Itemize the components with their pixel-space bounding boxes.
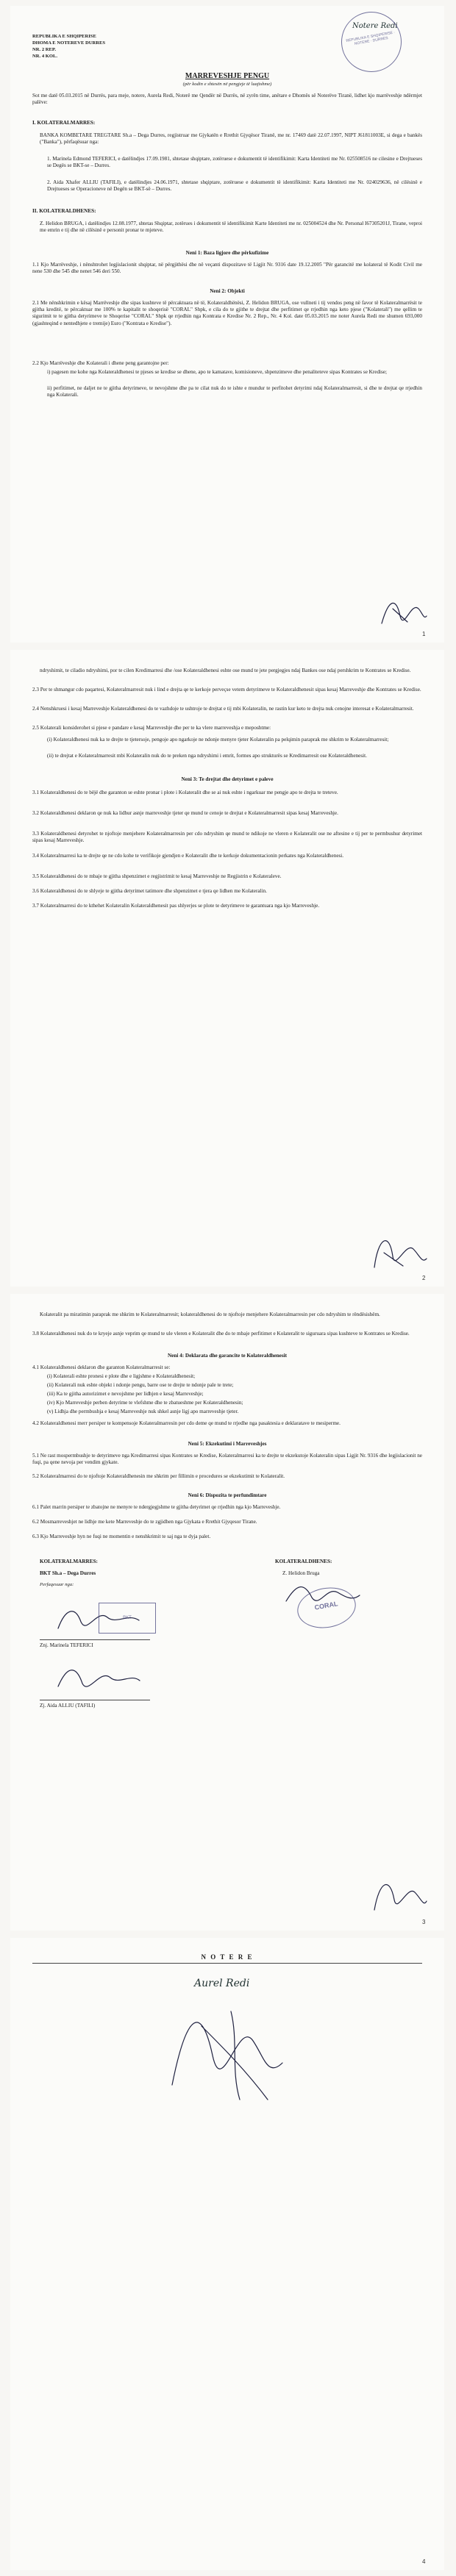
document-page-3	[10, 1294, 444, 1931]
article-2-3: 2.3 Per te shmangur cdo paqartesi, Kolateralmarresit nuk i lind e drejta qe te kerkoje perveçse vetem detyrimeve te Kolateraldhenesit sipas kesaj Marreveshje dhe Kontrates se Kredise.	[32, 687, 421, 693]
article-4-1-i: (i) Kolaterali eshte pronesi e plote dhe e ligjshme e Kolateraldhenesit;	[47, 1373, 196, 1379]
notary-signature	[157, 1997, 304, 2107]
pledgee-signature-heading: KOLATERALMARRES:	[40, 1559, 98, 1564]
article-3-5: 3.5 Kolateraldhenesi do te mbaje te gjitha shpenzimet e regjistrimit te kesaj Marreveshje ne Regjistrin e Kolateraleve.	[32, 873, 282, 879]
article-2-5-ii: (ii) te drejtat e Kolateralmarresit mbi Kolateralin nuk do te preken nga ndryshimi i emrit, formes apo strukturës se Kredimarresit ose Kolateraldhenesit.	[47, 753, 367, 759]
article-1-1: 1.1 Kjo Marrëveshje, i nënshtrohet legjislacionit shqiptar, në përgjithësi dhe në veçanti dispozitave të Ligjit Nr. 9316 date 19.12.2005 "Për garancitë me kolateral të Kodit Civil me nene 530 dhe 545 dhe nenet 546 deri 550.	[32, 262, 422, 275]
page-2-continuation: ndryshimit, te ciladio ndryshimi, por te cilen Kredimarresi dhe /ose Kolateraldhenesi eshte ose mund te jete pergjegjes ndaj Bankes ose ndaj pershkrim te Kontrates se Kredise.	[40, 668, 411, 673]
article-2-1: 2.1 Me nënshkrimin e kësaj Marrëveshje dhe sipas kushteve të përcaktuara në të, Kolateraldhënësi, Z. Helidon BRUGA, ose vullneti i tij vendos peng në favor të Kolateralmarrësit te gjitha kreditë, te përcaktuar me 100% te kapitalit te shoqerisë "CORAL" Shpk, e cila do te gjithe te drejtat dhe perfitimet qe rrjedhin nga keto pjese ("Kolaterali") me qellim te sigurimit te te gjitha detyrimeve te Shoqerise "CORAL" Shpk qe rrjedhin nga Kontrata e Kredise Nr. 2 Rep., Nr. 4 Kol. date 05.03.2015 me noter Aurela Redi me shumen 693,000 (gjashteqind e nentedhjete e tremije) Euro ("Kontrata e Kredise").	[32, 300, 422, 326]
signatory-alliu: Zj. Aida ALLIU (TAFILI)	[40, 1703, 96, 1709]
notary-title-rule	[32, 1963, 422, 1964]
article-1-title: Neni 1: Baza ligjore dhe përkufizime	[185, 250, 269, 256]
article-4-1-iv: (iv) Kjo Marreveshje perben detyrime te vlefshme dhe te zbatueshme per Kolateraldhenesin;	[47, 1400, 243, 1406]
notary-section-title: N O T E R E	[201, 1953, 254, 1961]
representative-2: 2. Aida Xhafer ALLIU (TAFILI), e datëlindjes 24.06.1971, shtetase shqiptare, zotëruese e dokumentit të identifikimit: Karta Identiteti me Nr. 024029636, në cilësinë e Drejtueses se Operacioneve në Degën se BKT-së – Durres.	[47, 179, 422, 193]
article-5-2: 5.2 Kolateralmarresi do te njoftoje Kolateraldhenesin me shkrim per fillimin e procedures se ekzekutimit te Kolateralit.	[32, 1473, 285, 1479]
document-page-4	[10, 1938, 444, 2570]
coral-company-stamp: CORAL	[294, 1583, 359, 1632]
page-number-3: 3	[422, 1919, 426, 1925]
article-2-2: 2.2 Kjo Marrëveshje dhe Kolaterali i dhene peng garantojne per:	[32, 360, 169, 366]
article-6-3: 6.3 Kjo Marreveshje hyn ne fuqi ne momentin e nenshkrimit te saj nga te dyja palet.	[32, 1534, 211, 1539]
page-3-continuation: Kolateralit pa miratimin paraprak me shkrim te Kolateralmarresit; kolateraldhenesi do te njoftoje menjehere Kolateralmarresin per cdo ndryshim te rëndësishëm.	[40, 1312, 380, 1317]
article-5-title: Neni 5: Ekzekutimi i Marreveshjes	[188, 1441, 267, 1447]
article-3-3: 3.3 Kolateraldhenesi detyrohet te njoftoje menjehere Kolateralmarresin per cdo ndryshim qe mund te ndikoje ne vleren e Kolateralit ose ne aftesine e tij per te permbushur detyrimet sipas kesaj Marreveshje.	[32, 831, 422, 844]
article-4-1-iii: (iii) Ka te gjitha autorizimet e nevojshme per lidhjen e kesaj Marreveshje;	[47, 1391, 204, 1397]
article-4-1-ii: (ii) Kolaterali nuk eshte objekt i ndonje pengu, barre ose te drejte te ndonje pale te trete;	[47, 1382, 234, 1388]
article-3-8: 3.8 Kolateraldhenesi nuk do te kryeje asnje veprim qe mund te ule vleren e Kolateralit dhe do te mbaje perfitimet e Kolateralit te siguruara sipas kushteve te Kontrates se Kredise.	[32, 1331, 410, 1337]
article-3-7: 3.7 Kolateralmarresi do te kthehet Kolateralin Kolateraldhenesit pas shlyerjes se plote te detyrimeve te garantuara nga kjo Marreveshje.	[32, 903, 320, 909]
header-rep-number: NR. 2 REP.	[32, 47, 56, 52]
representative-1: 1. Marinela Edmond TEFERICI, e datëlindjes 17.09.1981, shtetase shqiptare, zotëruese e dokumentit të identifikimit: Karta Identiteti me Nr. 025508516 ne cilesine e Drejtueses se Degës se BKT-se – Durres.	[47, 156, 422, 169]
article-3-4: 3.4 Kolateralmarresi ka te drejte qe ne cdo kohe te verifikoje gjendjen e Kolateralit dhe te kerkoje dokumentacionin perkates nga Kolateraldhenesi.	[32, 853, 344, 859]
pledgee-represented-by: Perfaqesuar nga:	[40, 1582, 74, 1587]
article-4-title: Neni 4: Deklarata dhe garancite te Kolateraldhenesit	[167, 1353, 288, 1359]
page-number-4: 4	[422, 2558, 426, 2565]
article-3-6: 3.6 Kolateraldhenesi do te shlyeje te gjitha detyrimet tatimore dhe shpenzimet e tjera qe lidhen me Kolateralin.	[32, 888, 267, 894]
page-2-initials-signature	[371, 1231, 430, 1275]
page-3-initials-signature	[371, 1875, 430, 1919]
intro-paragraph: Sot me datë 05.03.2015 në Durrës, para meje, notere, Aurela Redi, Noterë me Qendër në Durrës, në zyrën time, anëtare e Dhomës së Noterëve Tiranë, lidhet kjo marrëveshje ndërmjet palëve:	[32, 93, 422, 106]
signatory-teferici: Znj. Marinela TEFERICI	[40, 1642, 93, 1648]
pledgor-signature-heading: KOLATERALDHENES:	[275, 1559, 332, 1564]
article-3-1: 3.1 Kolateraldhenesi do te bëjë dhe garanton se eshte pronar i plote i Kolateralit dhe se ai nuk eshte i ngarkuar me pengje apo te drejta te treteve.	[32, 790, 338, 795]
article-4-1-v: (v) Lidhja dhe permbushja e kesaj Marreveshje nuk shkel asnje ligj apo marreveshje tjeter.	[47, 1409, 239, 1414]
teferici-signature-line	[40, 1639, 150, 1640]
pledgor-name: Z. Helidon Bruga	[282, 1570, 320, 1576]
article-2-title: Neni 2: Objekti	[210, 288, 245, 294]
article-3-2: 3.2 Kolateraldhenesi deklaron qe nuk ka lidhur asnje marreveshje tjeter qe mund te cenoje te drejtat e Kolateralmarresit sipas kesaj Marreveshje.	[32, 810, 338, 816]
article-3-title: Neni 3: Te drejtat dhe detyrimet e paleve	[181, 776, 274, 782]
document-subtitle: (për kodin e shtesën në pengjeje të luajtshme)	[182, 82, 272, 87]
document-page-1	[10, 6, 444, 643]
page-number-2: 2	[422, 1275, 426, 1281]
section-2-heading: II. KOLATERALDHENES:	[32, 208, 96, 214]
bank-description: BANKA KOMBETARE TREGTARE Sh.a – Dega Durres, regjistruar me Gjykatën e Rrethit Gjyqësor Tiranë, me nr. 17469 datë 22.07.1997, NIPT J61811003E, si dega e bankës ("Banka"), përfaqësuar nga:	[40, 132, 422, 146]
article-5-1: 5.1 Ne rast mospermbushje te detyrimeve nga Kredimarresi sipas Kontrates se Kredise, Kolateralmarresi ka te drejte te ekzekutoje Kolateralin sipas Ligjit Nr. 9316 dhe legjislacionit ne fuqi, pa qene nevoja per vendim gjykate.	[32, 1453, 422, 1466]
section-1-heading: I. KOLATERALMARRES:	[32, 120, 96, 126]
notary-handwritten-signature-name: Aurel Redi	[194, 1978, 250, 1989]
pledgee-bank-name: BKT Sh.a – Dega Durres	[40, 1570, 96, 1576]
article-2-2-ii: ii) perfitimet, ne daljet ne te gjitha detyrimeve, te nevojshme dhe pa te cilat nuk do te ishte e mundur te perfitohet detyrimi ndaj Kolateralmarresit, si dhe te drejtat qe rrjedhin nga Kolaterali.	[47, 385, 422, 398]
article-2-5: 2.5 Kolaterali konsiderohet si pjese e pandare e kesaj Marreveshje dhe per te ka vlere marreveshja e meposhtme:	[32, 725, 271, 731]
article-2-2-i: i) pagesen me kohe nga Kolateraldhenesi te pjeses se kredise se dhene, apo te kamatave, komisioneve, shpenzimeve dhe penaliteteve sipas Kontrates se Kredise;	[47, 369, 388, 375]
article-6-title: Neni 6: Dispozita te perfundimtare	[188, 1492, 267, 1498]
article-2-4: 2.4 Nenshkruesi i kesaj Marreveshje Kolateraldhenesi do te vazhdoje te ushtroje te drejtat e tij mbi Kolateralin, ne rastin kur keto te drejta nuk cenojne interesat e Kolateralmarresit.	[32, 706, 414, 712]
alliu-signature	[54, 1661, 143, 1694]
article-4-2: 4.2 Kolateraldhenesi merr persiper te kompensoje Kolateralmarresin per cdo deme qe mund te rrjedhe nga pasaktesia e deklaratave te mesiperme.	[32, 1420, 341, 1426]
article-4-1: 4.1 Kolateraldhenesi deklaron dhe garanton Kolateralmarresit se:	[32, 1364, 171, 1370]
pledgor-description: Z. Helidon BRUGA, i datëlindjes 12.08.1977, shtetas Shqiptar, zotërues i dokumentit të identifikimit Karte Identiteti me nr. 025004524 dhe Nr. Personal I67305201J, Tirane, veproi me emrin e tij dhe në cilësinë e personit pronar te mjeteve.	[40, 221, 422, 234]
bkt-bank-stamp: BKT	[99, 1603, 156, 1634]
document-page-2	[10, 650, 444, 1287]
article-2-5-i: (i) Kolateraldhenesi nuk ka te drejte te tjetersoje, pengoje apo ngarkoje ne ndonje menyre tjeter Kolateralin pa pelqimin paraprak me shkrim te Kolateralmarresit;	[47, 737, 389, 743]
page-number-1: 1	[422, 631, 426, 637]
notary-handwritten-name: Notere Redi	[352, 22, 398, 30]
article-6-1: 6.1 Palet marrin persiper te zbatojne ne menyre te ndergjegjshme te gjitha detyrimet qe rrjedhin nga kjo Marreveshje.	[32, 1504, 281, 1510]
notary-seal-stamp: REPUBLIKA E SHQIPERISE · NOTERE · DURRES	[337, 7, 407, 77]
header-chamber: DHOMA E NOTEREVE DURRES	[32, 40, 106, 46]
page-1-initials-signature	[378, 594, 430, 631]
document-title: MARREVESHJE PENGU	[185, 72, 270, 80]
article-6-2: 6.2 Mosmarreveshjet ne lidhje me kete Marreveshje do te zgjidhen nga Gjykata e Rrethit Gjyqesor Tirane.	[32, 1519, 257, 1525]
header-kol-number: NR. 4 KOL.	[32, 54, 58, 59]
header-republic: REPUBLIKA E SHQIPERISE	[32, 34, 96, 39]
